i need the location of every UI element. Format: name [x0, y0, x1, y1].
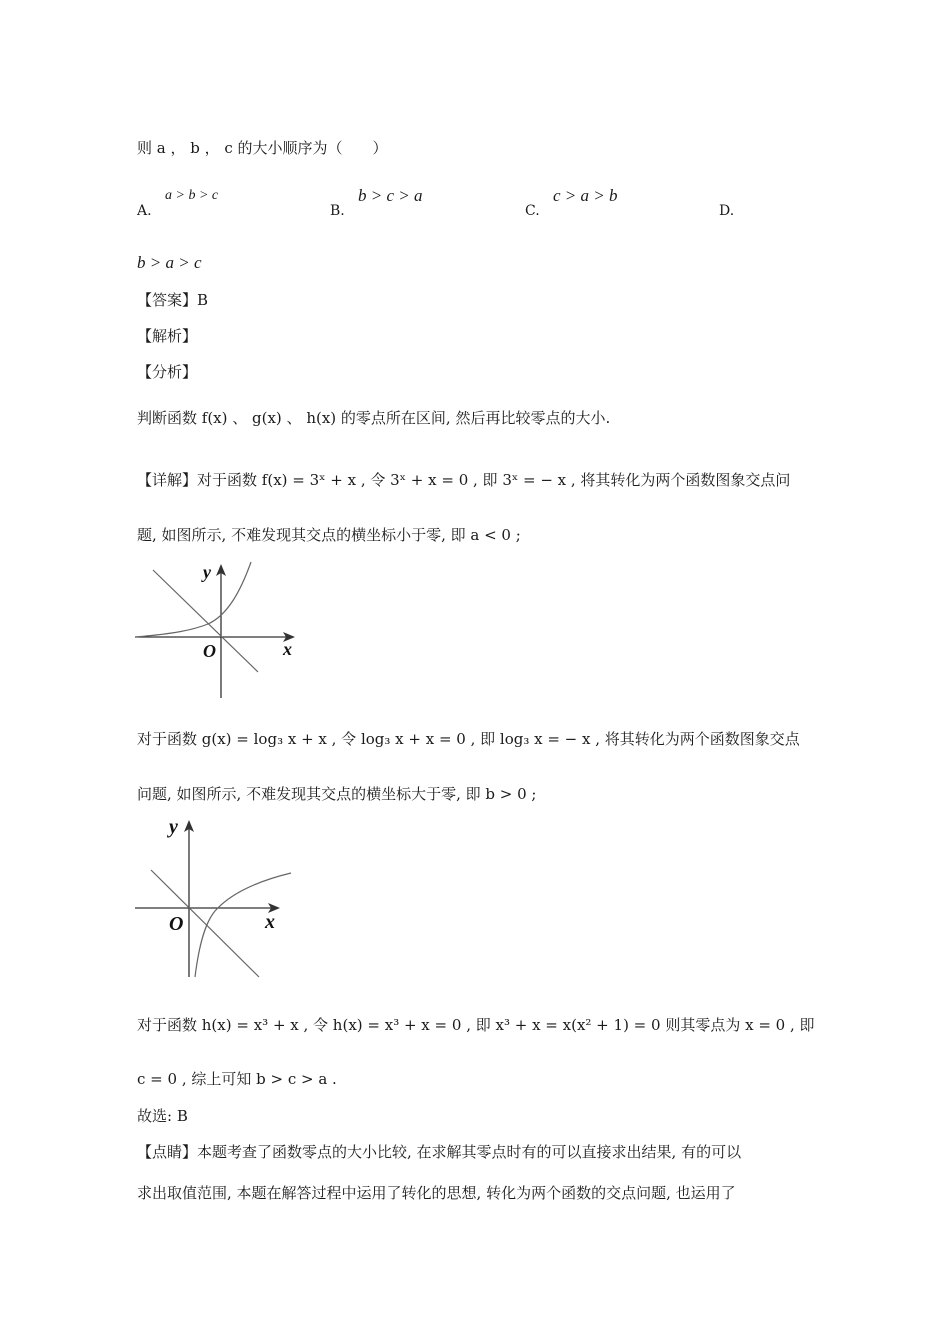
- option-c-value: c > a > b: [553, 186, 618, 205]
- question-stem: 则 a ， b ， c 的大小顺序为（ ）: [137, 139, 388, 157]
- graph-1-y-label: y: [203, 562, 211, 582]
- graph-1-exp-curve: [135, 562, 251, 637]
- option-b-value: b > c > a: [358, 186, 423, 205]
- detail-p1-line2: 题, 如图所示, 不难发现其交点的横坐标小于零, 即 a < 0 ;: [137, 526, 521, 544]
- option-d-value: b > a > c: [137, 253, 202, 272]
- answer-tag: 【答案】: [137, 291, 198, 309]
- option-b-label: B.: [330, 203, 345, 219]
- detail-p3-line2: c = 0 , 综上可知 b > c > a .: [137, 1070, 337, 1088]
- graph-2-y-label: y: [169, 816, 178, 838]
- graph-1-x-label: x: [283, 639, 292, 659]
- fenxi-text: 判断函数 f(x) 、 g(x) 、 h(x) 的零点所在区间, 然后再比较零点的大小.: [137, 409, 611, 427]
- analysis-tag: 【解析】: [137, 327, 198, 345]
- comment-text-1: 本题考查了函数零点的大小比较, 在求解其零点时有的可以直接求出结果, 有的可以: [197, 1143, 742, 1161]
- detail-choice: 故选: B: [137, 1107, 188, 1125]
- graph-2-x-label: x: [265, 911, 275, 933]
- answer-line: [137, 290, 208, 310]
- detail-p2-line1: 对于函数 g(x) = log₃ x + x , 令 log₃ x + x = 0 , 即 log₃ x = − x , 将其转化为两个函数图象交点: [137, 730, 800, 748]
- detail-p2-line2: 问题, 如图所示, 不难发现其交点的横坐标大于零, 即 b > 0 ;: [137, 785, 537, 803]
- detail-p3-line1: 对于函数 h(x) = x³ + x , 令 h(x) = x³ + x = 0 , 即 x³ + x = x(x² + 1) = 0 则其零点为 x = 0 , 即: [137, 1016, 815, 1034]
- comment-line2: 求出取值范围, 本题在解答过程中运用了转化的思想, 转化为两个函数的交点问题, 也运用了: [137, 1184, 736, 1202]
- detail-p1-line1: [137, 470, 790, 490]
- graph-2-origin-label: O: [169, 913, 184, 935]
- option-d-label: D.: [719, 203, 735, 219]
- answer-value: B: [197, 291, 209, 309]
- option-c-label: C.: [525, 203, 540, 219]
- graph-2-logarithm: [133, 815, 303, 980]
- option-a-value: a > b > c: [165, 188, 219, 203]
- graph-1-exponential: [133, 560, 303, 700]
- comment-tag: 【点睛】: [137, 1143, 198, 1161]
- detail-p1-text: 对于函数 f(x) = 3ˣ + x , 令 3ˣ + x = 0 , 即 3ˣ = − x , 将其转化为两个函数图象交点问: [197, 471, 791, 489]
- graph-1-origin-label: O: [203, 641, 216, 661]
- fenxi-tag: 【分析】: [137, 363, 198, 381]
- detail-tag: 【详解】: [137, 471, 198, 489]
- graph-2-neg-x-line: [151, 870, 259, 977]
- comment-line1: [137, 1142, 741, 1162]
- option-a-label: A.: [137, 203, 152, 219]
